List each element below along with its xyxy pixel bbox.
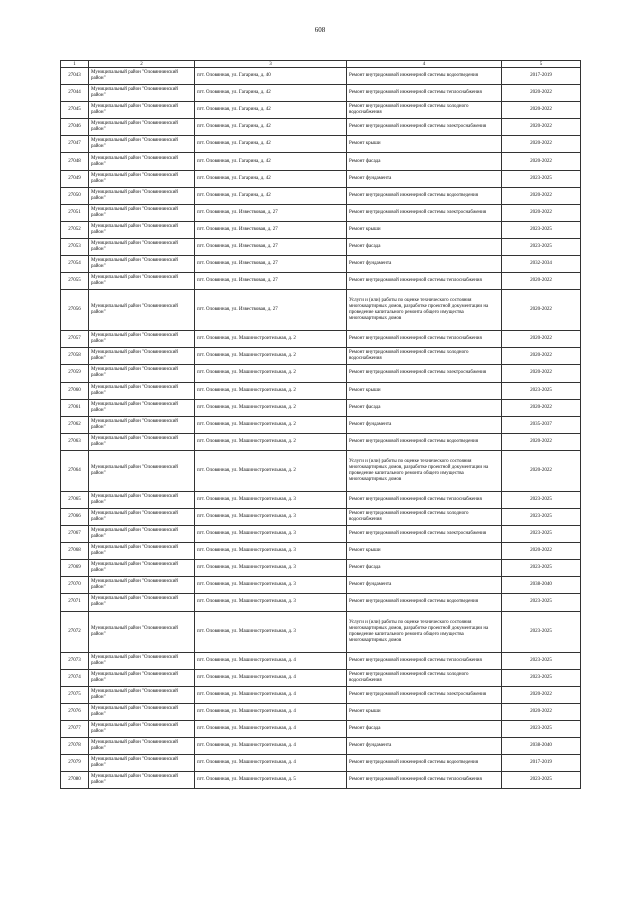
row-id-cell: 27080 — [61, 772, 89, 789]
work-type-cell: Ремонт фасада — [347, 399, 502, 416]
municipality-cell: Муниципальный район "Оловяннинский район" — [89, 238, 195, 255]
period-cell: 2020-2022 — [502, 543, 581, 560]
table-row — [61, 290, 581, 331]
row-id-cell: 27050 — [61, 187, 89, 204]
row-id-cell: 27054 — [61, 256, 89, 273]
work-type-cell: Ремонт внутридомовой инженерной системы теплоснабжения — [347, 652, 502, 669]
period-cell: 2020-2022 — [502, 365, 581, 382]
address-cell: пгт. Оловянная, ул. Извествовая, д. 27 — [195, 204, 347, 221]
work-type-cell: Ремонт фундамента — [347, 738, 502, 755]
table-row — [61, 543, 581, 560]
period-cell: 2020-2022 — [502, 187, 581, 204]
address-cell: пгт. Оловянная, ул. Машиностроительная, д. 2 — [195, 365, 347, 382]
table-row — [61, 153, 581, 170]
table-row — [61, 221, 581, 238]
row-id-cell: 27049 — [61, 170, 89, 187]
address-cell: пгт. Оловянная, ул. Извествовая, д. 27 — [195, 238, 347, 255]
address-cell: пгт. Оловянная, ул. Машиностроительная, д. 2 — [195, 348, 347, 365]
period-cell: 2020-2022 — [502, 273, 581, 290]
municipality-cell: Муниципальный район "Оловяннинский район" — [89, 611, 195, 652]
table-row — [61, 348, 581, 365]
municipality-cell: Муниципальный район "Оловяннинский район" — [89, 153, 195, 170]
municipality-cell: Муниципальный район "Оловяннинский район" — [89, 290, 195, 331]
work-type-cell: Ремонт фасада — [347, 720, 502, 737]
table-row — [61, 204, 581, 221]
period-cell: 2017-2019 — [502, 68, 581, 85]
row-id-cell: 27064 — [61, 450, 89, 491]
period-cell: 2023-2025 — [502, 720, 581, 737]
table-row — [61, 416, 581, 433]
row-id-cell: 27048 — [61, 153, 89, 170]
period-cell: 2020-2022 — [502, 433, 581, 450]
table-row — [61, 170, 581, 187]
work-type-cell: Ремонт внутридомовой инженерной системы электроснабжения — [347, 119, 502, 136]
work-type-cell: Услуги и (или) работы по оценке технического состояния многоквартирных домов, разработке проектной документации на проведение капитального ремонта общего имущества многоквартирных домов — [347, 611, 502, 652]
work-type-cell: Ремонт крыши — [347, 136, 502, 153]
municipality-cell: Муниципальный район "Оловяннинский район" — [89, 738, 195, 755]
row-id-cell: 27059 — [61, 365, 89, 382]
table-row — [61, 85, 581, 102]
row-id-cell: 27072 — [61, 611, 89, 652]
address-cell: пгт. Оловянная, ул. Машиностроительная, д. 2 — [195, 433, 347, 450]
page-number: 608 — [314, 26, 326, 34]
address-cell: пгт. Оловянная, ул. Гагарина, д. 42 — [195, 187, 347, 204]
row-id-cell: 27075 — [61, 686, 89, 703]
address-cell: пгт. Оловянная, ул. Извествовая, д. 27 — [195, 273, 347, 290]
address-cell: пгт. Оловянная, ул. Извествовая, д. 27 — [195, 290, 347, 331]
row-id-cell: 27069 — [61, 560, 89, 577]
row-id-cell: 27044 — [61, 85, 89, 102]
row-id-cell: 27077 — [61, 720, 89, 737]
work-type-cell: Ремонт фасада — [347, 560, 502, 577]
work-type-cell: Ремонт внутридомовой инженерной системы холодного водоснабжения — [347, 669, 502, 686]
period-cell: 2023-2025 — [502, 669, 581, 686]
work-type-cell: Ремонт крыши — [347, 543, 502, 560]
municipality-cell: Муниципальный район "Оловяннинский район" — [89, 560, 195, 577]
municipality-cell: Муниципальный район "Оловяннинский район" — [89, 543, 195, 560]
address-cell: пгт. Оловянная, ул. Гагарина, д. 42 — [195, 170, 347, 187]
address-cell: пгт. Оловянная, ул. Машиностроительная, д. 2 — [195, 416, 347, 433]
period-cell: 2023-2025 — [502, 611, 581, 652]
row-id-cell: 27058 — [61, 348, 89, 365]
row-id-cell: 27051 — [61, 204, 89, 221]
row-id-cell: 27043 — [61, 68, 89, 85]
table-row — [61, 686, 581, 703]
work-type-cell: Ремонт внутридомовой инженерной системы водоотведения — [347, 433, 502, 450]
table-row — [61, 256, 581, 273]
table-row — [61, 119, 581, 136]
address-cell: пгт. Оловянная, ул. Машиностроительная, д. 3 — [195, 560, 347, 577]
work-type-cell: Ремонт внутридомовой инженерной системы электроснабжения — [347, 526, 502, 543]
municipality-cell: Муниципальный район "Оловяннинский район" — [89, 136, 195, 153]
period-cell: 2023-2025 — [502, 382, 581, 399]
address-cell: пгт. Оловянная, ул. Машиностроительная, д. 4 — [195, 669, 347, 686]
address-cell: пгт. Оловянная, ул. Извествовая, д. 27 — [195, 221, 347, 238]
period-cell: 2020-2022 — [502, 153, 581, 170]
address-cell: пгт. Оловянная, ул. Машиностроительная, д. 3 — [195, 577, 347, 594]
table-row — [61, 720, 581, 737]
row-id-cell: 27078 — [61, 738, 89, 755]
municipality-cell: Муниципальный район "Оловяннинский район" — [89, 68, 195, 85]
row-id-cell: 27055 — [61, 273, 89, 290]
row-id-cell: 27061 — [61, 399, 89, 416]
work-type-cell: Ремонт внутридомовой инженерной системы холодного водоснабжения — [347, 348, 502, 365]
period-cell: 2035-2037 — [502, 416, 581, 433]
address-cell: пгт. Оловянная, ул. Машиностроительная, д. 2 — [195, 382, 347, 399]
period-cell: 2017-2019 — [502, 755, 581, 772]
row-id-cell: 27060 — [61, 382, 89, 399]
table-row — [61, 491, 581, 508]
table-row — [61, 526, 581, 543]
period-cell: 2020-2022 — [502, 703, 581, 720]
work-type-cell: Ремонт фундамента — [347, 256, 502, 273]
period-cell: 2020-2022 — [502, 204, 581, 221]
work-type-cell: Ремонт внутридомовой инженерной системы теплоснабжения — [347, 331, 502, 348]
address-cell: пгт. Оловянная, ул. Машиностроительная, д. 3 — [195, 526, 347, 543]
work-type-cell: Ремонт внутридомовой инженерной системы теплоснабжения — [347, 772, 502, 789]
row-id-cell: 27071 — [61, 594, 89, 611]
period-cell: 2020-2022 — [502, 686, 581, 703]
municipality-cell: Муниципальный район "Оловяннинский район" — [89, 273, 195, 290]
address-cell: пгт. Оловянная, ул. Машиностроительная, д. 3 — [195, 594, 347, 611]
work-type-cell: Ремонт крыши — [347, 703, 502, 720]
work-type-cell: Ремонт крыши — [347, 382, 502, 399]
work-type-cell: Ремонт внутридомовой инженерной системы холодного водоснабжения — [347, 102, 502, 119]
municipality-cell: Муниципальный район "Оловяннинский район" — [89, 416, 195, 433]
municipality-cell: Муниципальный район "Оловяннинский район" — [89, 365, 195, 382]
address-cell: пгт. Оловянная, ул. Машиностроительная, д. 3 — [195, 611, 347, 652]
row-id-cell: 27053 — [61, 238, 89, 255]
row-id-cell: 27066 — [61, 508, 89, 525]
column-header: 2 — [89, 61, 195, 68]
period-cell: 2023-2025 — [502, 238, 581, 255]
municipality-cell: Муниципальный район "Оловяннинский район" — [89, 256, 195, 273]
table-row — [61, 577, 581, 594]
municipality-cell: Муниципальный район "Оловяннинский район" — [89, 450, 195, 491]
work-type-cell: Услуги и (или) работы по оценке технического состояния многоквартирных домов, разработке проектной документации на проведение капитального ремонта общего имущества многоквартирных домов — [347, 290, 502, 331]
municipality-cell: Муниципальный район "Оловяннинский район" — [89, 755, 195, 772]
period-cell: 2032-2034 — [502, 256, 581, 273]
address-cell: пгт. Оловянная, ул. Машиностроительная, д. 4 — [195, 652, 347, 669]
row-id-cell: 27067 — [61, 526, 89, 543]
table-row — [61, 508, 581, 525]
table-header-row — [61, 61, 581, 68]
municipality-cell: Муниципальный район "Оловяннинский район" — [89, 703, 195, 720]
period-cell: 2023-2025 — [502, 170, 581, 187]
work-type-cell: Ремонт фундамента — [347, 577, 502, 594]
work-type-cell: Ремонт внутридомовой инженерной системы электроснабжения — [347, 686, 502, 703]
address-cell: пгт. Оловянная, ул. Машиностроительная, д. 2 — [195, 399, 347, 416]
municipality-cell: Муниципальный район "Оловяннинский район" — [89, 526, 195, 543]
table-row — [61, 755, 581, 772]
row-id-cell: 27045 — [61, 102, 89, 119]
period-cell: 2020-2022 — [502, 331, 581, 348]
work-type-cell: Ремонт внутридомовой инженерной системы водоотведения — [347, 187, 502, 204]
table-row — [61, 238, 581, 255]
address-cell: пгт. Оловянная, ул. Извествовая, д. 27 — [195, 256, 347, 273]
address-cell: пгт. Оловянная, ул. Машиностроительная, д. 3 — [195, 543, 347, 560]
row-id-cell: 27046 — [61, 119, 89, 136]
table-row — [61, 331, 581, 348]
repair-schedule-table — [60, 60, 581, 789]
municipality-cell: Муниципальный район "Оловяннинский район" — [89, 720, 195, 737]
table-row — [61, 703, 581, 720]
address-cell: пгт. Оловянная, ул. Машиностроительная, д. 3 — [195, 491, 347, 508]
address-cell: пгт. Оловянная, ул. Машиностроительная, д. 4 — [195, 686, 347, 703]
address-cell: пгт. Оловянная, ул. Гагарина, д. 40 — [195, 68, 347, 85]
table-row — [61, 136, 581, 153]
municipality-cell: Муниципальный район "Оловяннинский район" — [89, 85, 195, 102]
municipality-cell: Муниципальный район "Оловяннинский район" — [89, 170, 195, 187]
row-id-cell: 27068 — [61, 543, 89, 560]
municipality-cell: Муниципальный район "Оловяннинский район" — [89, 382, 195, 399]
column-header: 5 — [502, 61, 581, 68]
municipality-cell: Муниципальный район "Оловяннинский район" — [89, 204, 195, 221]
period-cell: 2020-2022 — [502, 136, 581, 153]
row-id-cell: 27073 — [61, 652, 89, 669]
table-row — [61, 365, 581, 382]
period-cell: 2020-2022 — [502, 399, 581, 416]
row-id-cell: 27062 — [61, 416, 89, 433]
work-type-cell: Ремонт внутридомовой инженерной системы водоотведения — [347, 594, 502, 611]
period-cell: 2038-2040 — [502, 738, 581, 755]
work-type-cell: Ремонт внутридомовой инженерной системы теплоснабжения — [347, 273, 502, 290]
table-row — [61, 273, 581, 290]
municipality-cell: Муниципальный район "Оловяннинский район" — [89, 594, 195, 611]
table-row — [61, 594, 581, 611]
municipality-cell: Муниципальный район "Оловяннинский район" — [89, 491, 195, 508]
address-cell: пгт. Оловянная, ул. Гагарина, д. 42 — [195, 119, 347, 136]
row-id-cell: 27063 — [61, 433, 89, 450]
address-cell: пгт. Оловянная, ул. Машиностроительная, д. 3 — [195, 508, 347, 525]
table-row — [61, 399, 581, 416]
table-row — [61, 738, 581, 755]
table-row — [61, 382, 581, 399]
address-cell: пгт. Оловянная, ул. Машиностроительная, д. 2 — [195, 331, 347, 348]
period-cell: 2020-2022 — [502, 450, 581, 491]
municipality-cell: Муниципальный район "Оловяннинский район" — [89, 577, 195, 594]
work-type-cell: Услуги и (или) работы по оценке технического состояния многоквартирных домов, разработке проектной документации на проведение капитального ремонта общего имущества многоквартирных домов — [347, 450, 502, 491]
municipality-cell: Муниципальный район "Оловяннинский район" — [89, 119, 195, 136]
period-cell: 2023-2025 — [502, 652, 581, 669]
row-id-cell: 27052 — [61, 221, 89, 238]
address-cell: пгт. Оловянная, ул. Машиностроительная, д. 4 — [195, 738, 347, 755]
period-cell: 2023-2025 — [502, 221, 581, 238]
work-type-cell: Ремонт фундамента — [347, 416, 502, 433]
period-cell: 2023-2025 — [502, 772, 581, 789]
period-cell: 2020-2022 — [502, 290, 581, 331]
work-type-cell: Ремонт фундамента — [347, 170, 502, 187]
row-id-cell: 27056 — [61, 290, 89, 331]
column-header: 1 — [61, 61, 89, 68]
period-cell: 2038-2040 — [502, 577, 581, 594]
address-cell: пгт. Оловянная, ул. Машиностроительная, д. 2 — [195, 450, 347, 491]
period-cell: 2023-2025 — [502, 526, 581, 543]
table-row — [61, 68, 581, 85]
municipality-cell: Муниципальный район "Оловяннинский район" — [89, 652, 195, 669]
period-cell: 2023-2025 — [502, 508, 581, 525]
work-type-cell: Ремонт фасада — [347, 238, 502, 255]
municipality-cell: Муниципальный район "Оловяннинский район" — [89, 399, 195, 416]
municipality-cell: Муниципальный район "Оловяннинский район" — [89, 686, 195, 703]
address-cell: пгт. Оловянная, ул. Машиностроительная, д. 5 — [195, 772, 347, 789]
work-type-cell: Ремонт внутридомовой инженерной системы холодного водоснабжения — [347, 508, 502, 525]
municipality-cell: Муниципальный район "Оловяннинский район" — [89, 187, 195, 204]
row-id-cell: 27076 — [61, 703, 89, 720]
municipality-cell: Муниципальный район "Оловяннинский район" — [89, 772, 195, 789]
municipality-cell: Муниципальный район "Оловяннинский район" — [89, 102, 195, 119]
table-row — [61, 433, 581, 450]
row-id-cell: 27074 — [61, 669, 89, 686]
work-type-cell: Ремонт крыши — [347, 221, 502, 238]
address-cell: пгт. Оловянная, ул. Гагарина, д. 42 — [195, 153, 347, 170]
address-cell: пгт. Оловянная, ул. Гагарина, д. 42 — [195, 85, 347, 102]
table-row — [61, 611, 581, 652]
address-cell: пгт. Оловянная, ул. Машиностроительная, д. 4 — [195, 703, 347, 720]
period-cell: 2023-2025 — [502, 560, 581, 577]
municipality-cell: Муниципальный район "Оловяннинский район" — [89, 331, 195, 348]
municipality-cell: Муниципальный район "Оловяннинский район" — [89, 433, 195, 450]
table-row — [61, 102, 581, 119]
work-type-cell: Ремонт внутридомовой инженерной системы электроснабжения — [347, 204, 502, 221]
period-cell: 2020-2022 — [502, 85, 581, 102]
address-cell: пгт. Оловянная, ул. Гагарина, д. 42 — [195, 102, 347, 119]
row-id-cell: 27047 — [61, 136, 89, 153]
row-id-cell: 27057 — [61, 331, 89, 348]
address-cell: пгт. Оловянная, ул. Машиностроительная, д. 4 — [195, 720, 347, 737]
table-row — [61, 560, 581, 577]
table-body — [61, 68, 581, 789]
work-type-cell: Ремонт внутридомовой инженерной системы теплоснабжения — [347, 85, 502, 102]
work-type-cell: Ремонт внутридомовой инженерной системы водоотведения — [347, 755, 502, 772]
table-row — [61, 772, 581, 789]
table-row — [61, 652, 581, 669]
period-cell: 2023-2025 — [502, 594, 581, 611]
work-type-cell: Ремонт внутридомовой инженерной системы водоотведения — [347, 68, 502, 85]
work-type-cell: Ремонт внутридомовой инженерной системы электроснабжения — [347, 365, 502, 382]
municipality-cell: Муниципальный район "Оловяннинский район" — [89, 221, 195, 238]
column-header: 3 — [195, 61, 347, 68]
address-cell: пгт. Оловянная, ул. Машиностроительная, д. 4 — [195, 755, 347, 772]
municipality-cell: Муниципальный район "Оловяннинский район" — [89, 508, 195, 525]
table-row — [61, 187, 581, 204]
period-cell: 2023-2025 — [502, 491, 581, 508]
period-cell: 2020-2022 — [502, 119, 581, 136]
table-row — [61, 450, 581, 491]
municipality-cell: Муниципальный район "Оловяннинский район" — [89, 348, 195, 365]
column-header: 4 — [347, 61, 502, 68]
row-id-cell: 27070 — [61, 577, 89, 594]
period-cell: 2020-2022 — [502, 348, 581, 365]
row-id-cell: 27065 — [61, 491, 89, 508]
row-id-cell: 27079 — [61, 755, 89, 772]
address-cell: пгт. Оловянная, ул. Гагарина, д. 42 — [195, 136, 347, 153]
municipality-cell: Муниципальный район "Оловяннинский район" — [89, 669, 195, 686]
work-type-cell: Ремонт внутридомовой инженерной системы теплоснабжения — [347, 491, 502, 508]
table-row — [61, 669, 581, 686]
work-type-cell: Ремонт фасада — [347, 153, 502, 170]
period-cell: 2020-2022 — [502, 102, 581, 119]
